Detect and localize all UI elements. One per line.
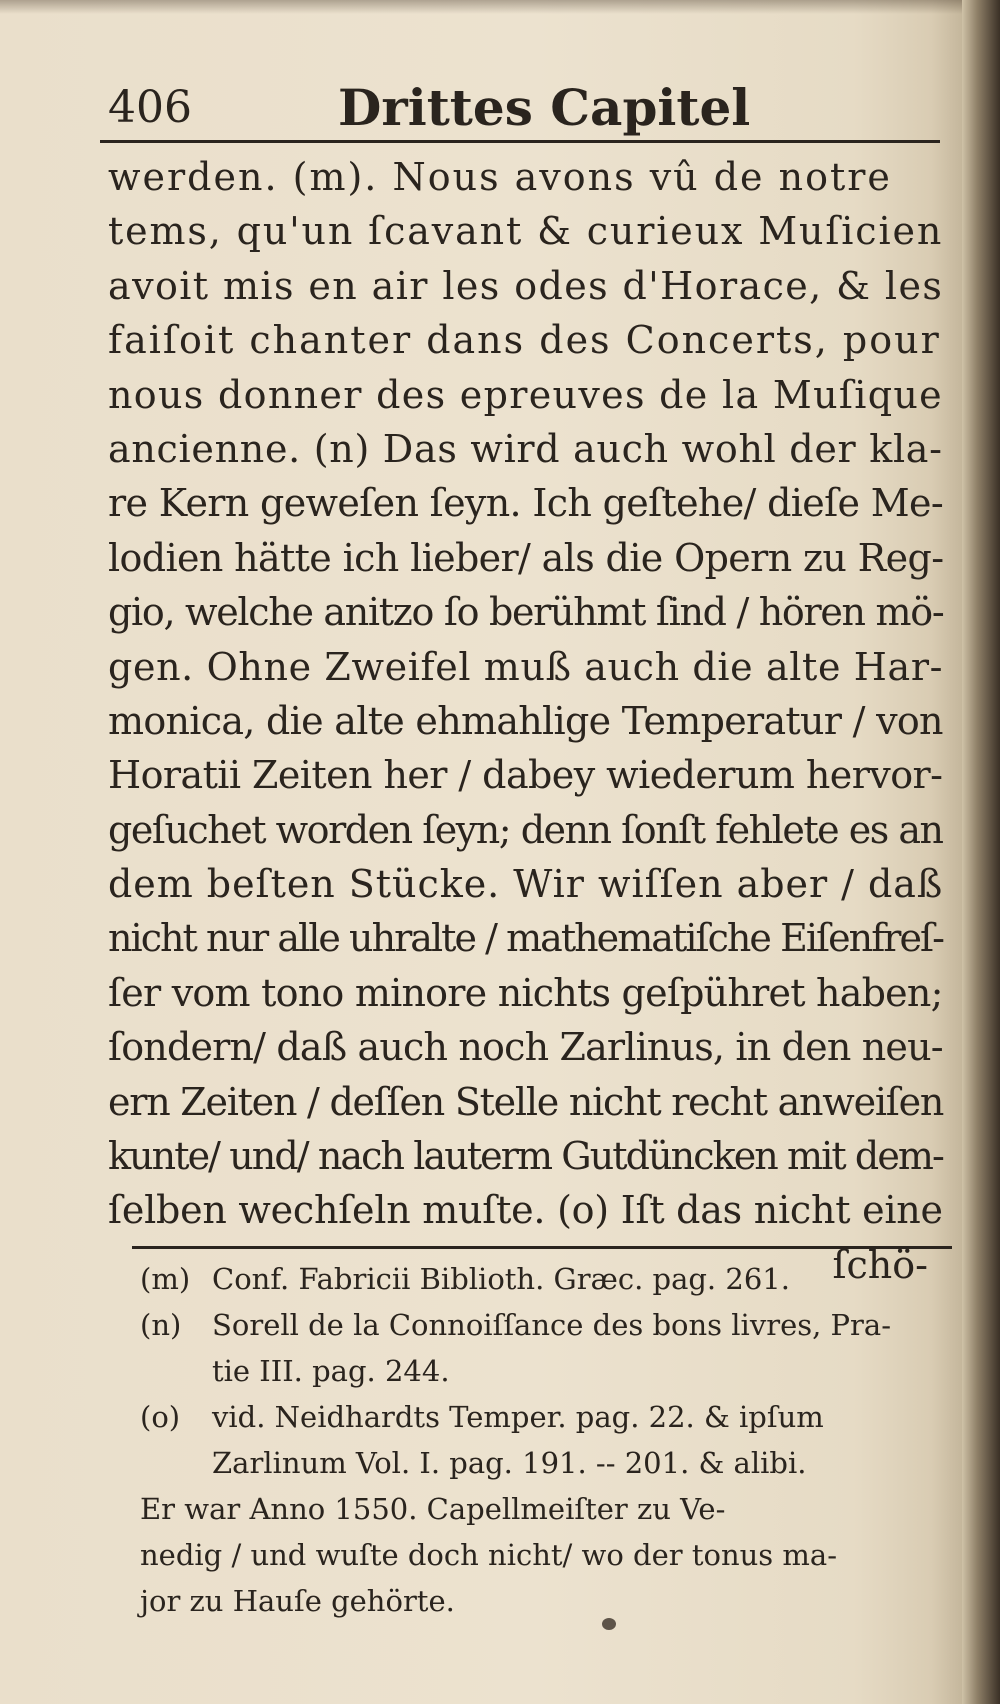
footnote-o-continued bbox=[140, 1486, 960, 1532]
body-line: lodien hätte ich lieber/ als die Opern zu Reg- bbox=[108, 535, 944, 580]
footnotes bbox=[140, 1256, 960, 1624]
footnote-text: Zarlinum Vol. I. pag. 191. -- 201. & alibi. bbox=[212, 1446, 807, 1480]
footnote-text: jor zu Hauſe gehörte. bbox=[140, 1584, 455, 1618]
footnote-m bbox=[140, 1256, 960, 1302]
footnote-marker: (o) bbox=[140, 1400, 181, 1434]
body-line: nous donner des epreuves de la Muſique bbox=[108, 372, 943, 417]
body-line: monica, die alte ehmahlige Temperatur / von bbox=[108, 698, 943, 743]
ink-spot bbox=[602, 1618, 616, 1630]
footnote-text: Er war Anno 1550. Capellmeiſter zu Ve- bbox=[140, 1492, 726, 1526]
body-line: kunte/ und/ nach lauterm Gutdüncken mit dem- bbox=[108, 1134, 943, 1179]
body-text bbox=[108, 150, 948, 1292]
footnote-text: vid. Neidhardts Temper. pag. 22. & ipſum bbox=[212, 1400, 824, 1434]
body-line: tems, qu'un ſcavant & curieux Muſicien bbox=[108, 209, 944, 254]
footnote-o bbox=[140, 1394, 960, 1440]
book-edge bbox=[962, 0, 1000, 1704]
page-number: 406 bbox=[108, 82, 192, 133]
footnote-o-continued bbox=[140, 1532, 960, 1578]
body-line: gen. Ohne Zweifel muß auch die alte Har- bbox=[108, 644, 944, 689]
footnote-marker: (n) bbox=[140, 1308, 182, 1342]
top-shadow bbox=[0, 0, 970, 14]
footnote-marker: (m) bbox=[140, 1262, 191, 1296]
body-line: ern Zeiten / deſſen Stelle nicht recht anweiſen bbox=[108, 1079, 944, 1124]
footnote-text: nedig / und wuſte doch nicht/ wo der tonus ma- bbox=[140, 1538, 837, 1572]
footnote-rule bbox=[132, 1246, 952, 1249]
footnote-o-continued bbox=[140, 1440, 960, 1486]
footnote-o-continued bbox=[140, 1578, 960, 1624]
body-line: dem beſten Stücke. Wir wiſſen aber / daß bbox=[108, 862, 944, 907]
footnote-text: tie III. pag. 244. bbox=[212, 1354, 450, 1388]
body-line: ſelben wechſeln muſte. (o) Iſt das nicht eine bbox=[108, 1188, 943, 1233]
footnote-text: Sorell de la Connoiſſance des bons livres, Pra- bbox=[212, 1308, 892, 1342]
body-line: nicht nur alle uhralte / mathematiſche Eiſenfreſ- bbox=[108, 916, 944, 961]
body-line: ancienne. (n) Das wird auch wohl der kla- bbox=[108, 426, 943, 471]
page-header bbox=[108, 78, 938, 148]
body-line: faiſoit chanter dans des Concerts, pour bbox=[108, 318, 941, 363]
footnote-text: Conf. Fabricii Biblioth. Græc. pag. 261. bbox=[212, 1262, 790, 1296]
running-head: Drittes Capitel bbox=[338, 78, 751, 137]
body-line: Horatii Zeiten her / dabey wiederum hervor- bbox=[108, 753, 943, 798]
body-line: gio, welche anitzo ſo berühmt ſind / hören mö- bbox=[108, 590, 944, 635]
body-line: werden. (m). Nous avons vû de notre bbox=[108, 155, 892, 199]
body-line: avoit mis en air les odes d'Horace, & les bbox=[108, 263, 944, 308]
body-line: geſuchet worden ſeyn; denn ſonſt fehlete es an bbox=[108, 807, 943, 852]
body-line: re Kern geweſen ſeyn. Ich geſtehe/ dieſe Me- bbox=[108, 481, 944, 526]
body-line: ſondern/ daß auch noch Zarlinus, in den neu- bbox=[108, 1025, 943, 1070]
catchword: ſchö- bbox=[832, 1242, 928, 1287]
header-rule bbox=[100, 140, 940, 143]
footnote-n-continued bbox=[140, 1348, 960, 1394]
footnote-n bbox=[140, 1302, 960, 1348]
body-line: ſer vom tono minore nichts geſpühret haben; bbox=[108, 970, 943, 1015]
